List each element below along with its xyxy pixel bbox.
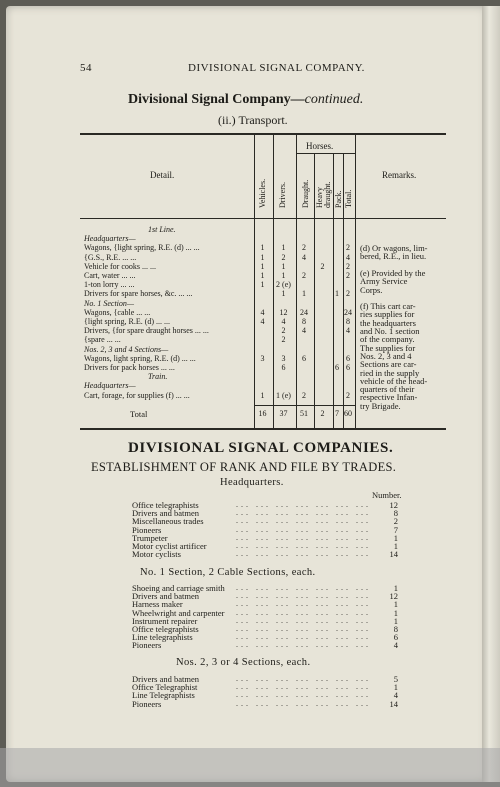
trade-number: 4 <box>393 690 398 701</box>
transport-cell-drivers: 1 <box>281 243 286 253</box>
trade-number: 14 <box>389 698 398 709</box>
trade-number: 1 <box>393 583 398 593</box>
remark-line: ried in the supply <box>360 367 420 378</box>
transport-row-label: Headquarters— <box>84 234 136 244</box>
table-header-rule <box>80 218 446 219</box>
transport-cell-total: 2 <box>346 289 350 299</box>
transport-cell-vehicles: 1 <box>260 243 265 253</box>
transport-cell-drivers: 2 (e) <box>276 280 291 290</box>
column-drivers: Drivers. <box>278 182 287 208</box>
trade-name: Office telegraphists <box>132 624 199 634</box>
transport-row-label: Nos. 2, 3 and 4 Sections— <box>84 344 169 354</box>
transport-row-label: Headquarters— <box>84 381 136 391</box>
trade-name: Pioneers <box>132 640 162 651</box>
column-vehicles: Vehicles. <box>258 178 267 208</box>
trade-name: Instrument repairer <box>132 615 198 626</box>
remark-line: Corps. <box>360 284 383 295</box>
transport-cell-total: 4 <box>346 252 350 262</box>
total-cell: 37 <box>279 409 288 418</box>
transport-cell-total: 8 <box>346 317 350 326</box>
trade-number: 1 <box>393 599 398 610</box>
transport-cell-drivers: 1 <box>281 289 286 299</box>
page-edge <box>482 6 500 782</box>
transport-cell-draught: 2 <box>302 243 306 253</box>
transport-row-label: {light spring, R.E. (d) ... ... <box>84 317 171 326</box>
leader-dots: ... ... ... ... ... ... ... <box>236 500 371 509</box>
trade-name: Shoeing and carriage smith <box>132 583 225 593</box>
transport-cell-drivers: 1 <box>281 271 286 280</box>
remark-line: and No. 1 section <box>360 326 420 336</box>
total-cell: 2 <box>320 409 325 418</box>
transport-cell-total: 2 <box>346 243 350 253</box>
remark-line: of the company. <box>360 334 415 345</box>
remark-line: ries supplies for <box>360 309 415 320</box>
leader-dots: ... ... ... ... ... ... ... <box>236 632 371 642</box>
trade-number: 4 <box>393 640 398 651</box>
transport-cell-draught: 4 <box>302 252 306 262</box>
column-total: Total. <box>344 189 353 208</box>
remark-line: the headquarters <box>360 317 416 328</box>
transport-cell-heavy-draught: 2 <box>320 261 325 271</box>
trade-name: Motor cyclist artificer <box>132 541 207 551</box>
transport-cell-vehicles: 4 <box>260 307 265 317</box>
remark-line: bered, R.E., in lieu. <box>360 251 427 262</box>
transport-row-label: {spare ... ... <box>84 335 121 345</box>
transport-row-label: 1st Line. <box>148 225 176 234</box>
column-rule <box>355 133 356 428</box>
transport-row-label: Cart, water ... ... <box>84 271 136 280</box>
trade-name: Drivers and batmen <box>132 591 200 602</box>
column-draught: Draught. <box>301 179 310 208</box>
transport-cell-drivers: 2 <box>281 252 286 262</box>
transport-cell-drivers: 6 <box>281 363 286 372</box>
transport-cell-draught: 1 <box>302 289 306 299</box>
trade-number: 1 <box>393 541 398 551</box>
trade-number: 5 <box>393 674 398 684</box>
trade-number: 2 <box>393 516 398 527</box>
remark-line: respective Infan- <box>360 392 418 403</box>
leader-dots: ... ... ... ... ... ... ... <box>236 607 371 617</box>
number-column-label: Number. <box>372 490 402 500</box>
transport-cell-vehicles: 1 <box>260 390 265 400</box>
total-cell: 51 <box>300 409 308 418</box>
trade-number: 7 <box>393 524 398 535</box>
transport-cell-drivers: 1 (e) <box>276 390 291 400</box>
leader-dots: ... ... ... ... ... ... ... <box>236 532 371 542</box>
horses-rule <box>296 153 355 154</box>
transport-cell-drivers: 2 <box>281 326 286 336</box>
leader-dots: ... ... ... ... ... ... ... <box>236 624 371 633</box>
trade-name: Wheelwright and carpenter <box>132 607 225 618</box>
transport-cell-total: 2 <box>346 390 350 400</box>
transport-cell-vehicles: 1 <box>260 252 265 262</box>
transport-row-label: Train. <box>148 372 168 382</box>
transport-cell-vehicles: 1 <box>260 280 265 290</box>
trade-name: Pioneers <box>132 524 162 535</box>
page-number: 54 <box>80 62 92 74</box>
trade-name: Office telegraphists <box>132 500 199 510</box>
trade-number: 1 <box>393 682 398 693</box>
leader-dots: ... ... ... ... ... ... ... <box>236 690 371 700</box>
leader-dots: ... ... ... ... ... ... ... <box>236 674 371 683</box>
table-top-rule <box>80 133 446 135</box>
transport-cell-draught: 8 <box>302 317 306 326</box>
transport-cell-total: 2 <box>346 261 350 271</box>
section-heading: Headquarters. <box>220 477 284 488</box>
transport-row-label: {G.S., R.E. ... ... <box>84 252 137 262</box>
transport-row-label: Vehicle for cooks ... ... <box>84 261 156 271</box>
transport-cell-drivers: 3 <box>281 353 286 363</box>
trade-number: 12 <box>389 500 398 510</box>
column-detail: Detail. <box>150 170 175 180</box>
column-pack: Pack. <box>334 190 343 208</box>
transport-cell-drivers: 1 <box>281 261 286 271</box>
running-title: DIVISIONAL SIGNAL COMPANY. <box>188 62 365 74</box>
trade-number: 14 <box>389 549 398 560</box>
total-cell: 16 <box>258 409 267 418</box>
leader-dots: ... ... ... ... ... ... ... <box>236 508 371 518</box>
remark-line: Nos. 2, 3 and 4 <box>360 350 412 361</box>
trade-name: Motor cyclists <box>132 549 181 560</box>
remark-line: (f) This cart car- <box>360 301 416 312</box>
trade-name: Pioneers <box>132 698 162 709</box>
transport-cell-drivers: 12 <box>279 307 288 317</box>
table-total-rule <box>254 405 355 406</box>
leader-dots: ... ... ... ... ... ... ... <box>236 524 371 534</box>
transport-row-label: Wagons, light spring, R.E. (d) ... ... <box>84 353 196 363</box>
transport-cell-total: 24 <box>344 307 352 317</box>
transport-cell-pack: 6 <box>335 363 339 372</box>
leader-dots: ... ... ... ... ... ... ... <box>236 516 371 526</box>
transport-cell-total: 6 <box>346 363 350 372</box>
transport-cell-vehicles: 4 <box>260 317 265 326</box>
leader-dots: ... ... ... ... ... ... ... <box>236 549 371 559</box>
leader-dots: ... ... ... ... ... ... ... <box>236 698 371 708</box>
transport-row-label: No. 1 Section— <box>84 298 134 308</box>
leader-dots: ... ... ... ... ... ... ... <box>236 541 371 550</box>
remark-line: Army Service <box>360 276 408 287</box>
table-title: Divisional Signal Company—continued. <box>128 92 364 107</box>
remark-line: Sections are car- <box>360 359 417 370</box>
leader-dots: ... ... ... ... ... ... ... <box>236 615 371 625</box>
transport-cell-vehicles: 1 <box>260 271 265 280</box>
section-heading: No. 1 Section, 2 Cable Sections, each. <box>140 567 316 578</box>
establishment-title: DIVISIONAL SIGNAL COMPANIES. <box>128 440 394 456</box>
transport-cell-total: 2 <box>346 271 350 280</box>
transport-row-label: Wagons, {light spring, R.E. (d) ... ... <box>84 243 200 253</box>
leader-dots: ... ... ... ... ... ... ... <box>236 583 371 592</box>
transport-row-label: 1-ton lorry ... ... <box>84 280 135 290</box>
section-heading: Nos. 2, 3 or 4 Sections, each. <box>176 657 311 668</box>
trade-name: Line telegraphists <box>132 632 193 643</box>
column-horses: Horses. <box>306 141 334 151</box>
transport-cell-total: 4 <box>346 326 350 336</box>
trade-name: Office Telegraphist <box>132 682 198 693</box>
column-heavy-draught: Heavy draught. <box>315 181 332 208</box>
transport-cell-drivers: 4 <box>281 317 286 326</box>
trade-name: Drivers and batmen <box>132 674 200 684</box>
column-rule <box>296 133 297 428</box>
trade-name: Miscellaneous trades <box>132 516 204 527</box>
transport-row-label: Drivers for spare horses, &c. ... ... <box>84 289 193 299</box>
transport-cell-vehicles: 1 <box>260 261 265 271</box>
total-row-label: Total <box>130 409 148 419</box>
remark-line: (e) Provided by the <box>360 267 426 278</box>
trade-number: 1 <box>393 615 398 626</box>
remark-line: The supplies for <box>360 342 416 353</box>
trade-number: 6 <box>393 632 398 643</box>
transport-row-label: Drivers, {for spare draught horses ... ... <box>84 326 209 336</box>
total-cell: 60 <box>344 409 352 418</box>
transport-row-label: Wagons, {cable ... ... <box>84 307 151 317</box>
table-subtitle: (ii.) Transport. <box>218 113 288 127</box>
transport-row-label: Cart, forage, for supplies (f) ... ... <box>84 390 190 400</box>
trade-name: Drivers and batmen <box>132 508 200 519</box>
transport-cell-draught: 2 <box>302 390 306 400</box>
trade-number: 12 <box>389 591 398 602</box>
total-cell: 7 <box>335 409 339 418</box>
transport-row-label: Drivers for pack horses ... ... <box>84 363 175 372</box>
establishment-subtitle: ESTABLISHMENT OF RANK AND FILE BY TRADES. <box>91 460 397 474</box>
leader-dots: ... ... ... ... ... ... ... <box>236 591 371 601</box>
trade-number: 1 <box>393 607 398 618</box>
remark-line: vehicle of the head- <box>360 375 428 386</box>
leader-dots: ... ... ... ... ... ... ... <box>236 599 371 609</box>
transport-cell-draught: 24 <box>300 307 308 317</box>
table-bottom-rule <box>80 428 446 430</box>
transport-cell-vehicles: 3 <box>260 353 265 363</box>
transport-cell-draught: 4 <box>302 326 306 336</box>
trade-number: 8 <box>393 624 398 634</box>
trade-name: Harness maker <box>132 599 183 610</box>
transport-cell-draught: 6 <box>302 353 306 363</box>
transport-cell-total: 6 <box>346 353 350 363</box>
transport-cell-pack: 1 <box>335 289 339 299</box>
scan-bottom-band <box>0 748 500 787</box>
column-remarks: Remarks. <box>382 170 417 180</box>
trade-number: 1 <box>393 532 398 543</box>
trade-name: Line Telegraphists <box>132 690 195 701</box>
trade-number: 8 <box>393 508 398 519</box>
leader-dots: ... ... ... ... ... ... ... <box>236 640 371 650</box>
transport-cell-drivers: 2 <box>281 335 286 345</box>
transport-cell-draught: 2 <box>302 271 306 280</box>
remark-line: (d) Or wagons, lim- <box>360 243 428 253</box>
remark-line: try Brigade. <box>360 400 401 411</box>
leader-dots: ... ... ... ... ... ... ... <box>236 682 371 692</box>
remark-line: quarters of their <box>360 384 415 395</box>
trade-name: Trumpeter <box>132 532 168 543</box>
